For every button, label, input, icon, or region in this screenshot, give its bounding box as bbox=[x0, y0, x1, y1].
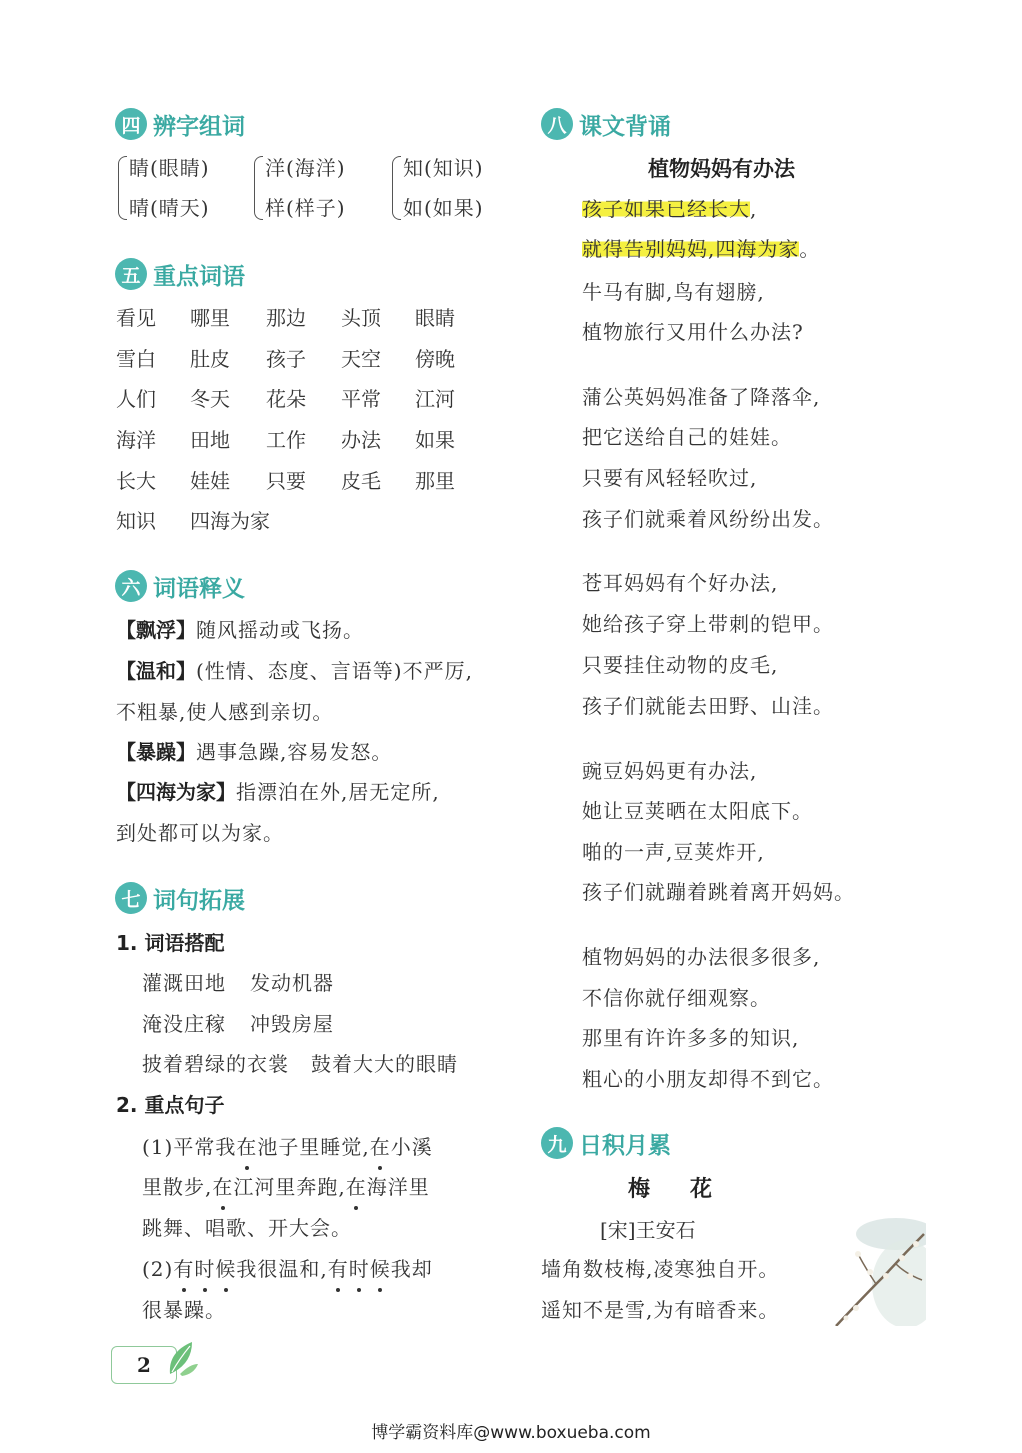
word-pair: 灌溉田地 bbox=[142, 971, 226, 995]
section-number-badge: 五 bbox=[115, 258, 147, 290]
section-heading-daily bbox=[541, 1125, 671, 1161]
bianzi-word: 晴(晴天) bbox=[129, 196, 210, 220]
definition-item bbox=[116, 732, 392, 772]
key-word: 海洋 bbox=[116, 428, 156, 452]
highlighted-text: 就得告别妈妈,四海为家 bbox=[582, 237, 800, 261]
key-word: 冬天 bbox=[190, 387, 230, 411]
key-word: 工作 bbox=[266, 428, 306, 452]
bianzi-word: 睛(眼睛) bbox=[129, 156, 210, 180]
subheading-word-pairs: 1. 词语搭配 bbox=[116, 931, 225, 955]
key-word: 那边 bbox=[266, 306, 306, 330]
bianzi-group-3 bbox=[392, 152, 484, 224]
emphasis-dot-char: 时 bbox=[194, 1249, 215, 1289]
word-pair: 鼓着大大的眼睛 bbox=[311, 1052, 458, 1076]
section-heading-extension bbox=[115, 880, 245, 916]
key-sentence-line bbox=[142, 1127, 433, 1167]
key-word: 天空 bbox=[341, 347, 381, 371]
poem-line: 不信你就仔细观察。 bbox=[582, 986, 771, 1010]
sentence-text: 江河里奔跑, bbox=[233, 1175, 346, 1199]
sentence-text: 我很温和, bbox=[236, 1257, 328, 1281]
key-word: 花朵 bbox=[266, 387, 306, 411]
definition-term: 【四海为家】 bbox=[116, 780, 236, 804]
word-pair-line bbox=[142, 963, 334, 1003]
sentence-text: (1)平常我 bbox=[142, 1135, 237, 1159]
key-word: 长大 bbox=[116, 469, 156, 493]
poem-line: 蒲公英妈妈准备了降落伞, bbox=[582, 385, 821, 409]
poem-line: 粗心的小朋友却得不到它。 bbox=[582, 1067, 834, 1091]
word-pair: 发动机器 bbox=[250, 971, 334, 995]
key-word: 知识 bbox=[116, 509, 156, 533]
emphasis-dot-char: 候 bbox=[215, 1249, 236, 1289]
section-number-badge: 六 bbox=[115, 570, 147, 602]
definition-text: 遇事急躁,容易发怒。 bbox=[196, 740, 393, 764]
page-number: 2 bbox=[111, 1346, 177, 1384]
key-sentence-line: 跳舞、唱歌、开大会。 bbox=[142, 1216, 352, 1240]
definition-term: 【温和】 bbox=[116, 659, 196, 683]
section-title: 辨字组词 bbox=[153, 113, 245, 140]
classical-poem-line: 墙角数枝梅,凌寒独自开。 bbox=[541, 1257, 780, 1281]
highlighted-text: 孩子如果已经长大 bbox=[582, 197, 750, 221]
poem-line: 只要挂住动物的皮毛, bbox=[582, 653, 779, 677]
key-sentence-line: 很暴躁。 bbox=[142, 1298, 226, 1322]
section-heading-key-words bbox=[115, 256, 245, 292]
poem-line: 啪的一声,豆荚炸开, bbox=[582, 840, 765, 864]
poem-line: 孩子们就乘着风纷纷出发。 bbox=[582, 507, 834, 531]
footer-watermark: 博学霸资料库@www.boxueba.com bbox=[371, 1423, 651, 1443]
brace-icon bbox=[118, 156, 127, 220]
poem-line: 那里有许许多多的知识, bbox=[582, 1026, 800, 1050]
key-word: 肚皮 bbox=[190, 347, 230, 371]
section-title: 重点词语 bbox=[153, 263, 245, 290]
classical-poem-title: 梅花 bbox=[628, 1177, 753, 1202]
definition-continuation: 不粗暴,使人感到亲切。 bbox=[116, 700, 334, 724]
poem-title: 植物妈妈有办法 bbox=[648, 157, 795, 181]
definition-text: 指漂泊在外,居无定所, bbox=[236, 780, 440, 804]
bianzi-group-1 bbox=[118, 152, 210, 224]
key-word: 四海为家 bbox=[190, 509, 270, 533]
poem-line: 牛马有脚,鸟有翅膀, bbox=[582, 280, 765, 304]
bianzi-word: 知(知识) bbox=[403, 156, 484, 180]
word-pair-line bbox=[142, 1044, 458, 1084]
poem-line-highlighted bbox=[582, 229, 820, 269]
key-word: 江河 bbox=[415, 387, 455, 411]
poem-line: 她给孩子穿上带刺的铠甲。 bbox=[582, 612, 834, 636]
sentence-text: 我却 bbox=[390, 1257, 433, 1281]
key-word: 那里 bbox=[415, 469, 455, 493]
definition-item bbox=[116, 610, 364, 650]
key-sentence-line bbox=[142, 1167, 430, 1207]
emphasis-dot-char: 时 bbox=[349, 1249, 370, 1289]
sentence-text: 里散步, bbox=[142, 1175, 213, 1199]
poem-line: 豌豆妈妈更有办法, bbox=[582, 759, 758, 783]
bianzi-group-2 bbox=[254, 152, 346, 224]
key-word: 人们 bbox=[116, 387, 156, 411]
section-title: 词语释义 bbox=[153, 575, 245, 602]
sentence-text: 海洋里 bbox=[366, 1175, 430, 1199]
word-pair-line bbox=[142, 1004, 334, 1044]
poem-line: 苍耳妈妈有个好办法, bbox=[582, 571, 779, 595]
emphasis-dot-char: 在 bbox=[346, 1167, 367, 1207]
poem-line: 把它送给自己的娃娃。 bbox=[582, 425, 792, 449]
sentence-text: 池子里睡觉, bbox=[257, 1135, 370, 1159]
punctuation: 。 bbox=[799, 237, 821, 261]
emphasis-dot-char: 有 bbox=[328, 1249, 349, 1289]
poem-line: 植物妈妈的办法很多很多, bbox=[582, 945, 821, 969]
section-number-badge: 八 bbox=[541, 108, 573, 140]
emphasis-dot-char: 有 bbox=[173, 1249, 194, 1289]
poem-line: 孩子们就蹦着跳着离开妈妈。 bbox=[582, 880, 855, 904]
bianzi-word: 洋(海洋) bbox=[265, 156, 346, 180]
section-number-badge: 九 bbox=[541, 1127, 573, 1159]
emphasis-dot-char: 在 bbox=[212, 1167, 233, 1207]
poem-line: 只要有风轻轻吹过, bbox=[582, 466, 758, 490]
section-title: 词句拓展 bbox=[153, 887, 245, 914]
brace-icon bbox=[254, 156, 263, 220]
word-pair: 冲毁房屋 bbox=[250, 1012, 334, 1036]
key-word: 娃娃 bbox=[190, 469, 230, 493]
brace-icon bbox=[392, 156, 401, 220]
definition-term: 【暴躁】 bbox=[116, 740, 196, 764]
key-word: 田地 bbox=[190, 428, 230, 452]
section-title: 日积月累 bbox=[579, 1132, 671, 1159]
sentence-text: 小溪 bbox=[390, 1135, 433, 1159]
poem-line-highlighted bbox=[582, 189, 757, 229]
definition-term: 【飘浮】 bbox=[116, 618, 196, 642]
key-word: 平常 bbox=[341, 387, 381, 411]
section-heading-recitation bbox=[541, 106, 671, 142]
key-word: 头顶 bbox=[341, 306, 381, 330]
section-number-badge: 七 bbox=[115, 882, 147, 914]
word-pair: 披着碧绿的衣裳 bbox=[142, 1052, 289, 1076]
key-word: 雪白 bbox=[116, 347, 156, 371]
definition-item bbox=[116, 651, 473, 691]
key-word: 哪里 bbox=[190, 306, 230, 330]
key-word: 如果 bbox=[415, 428, 455, 452]
definition-text: 随风摇动或飞扬。 bbox=[196, 618, 364, 642]
sentence-text: (2) bbox=[142, 1257, 174, 1281]
definition-continuation: 到处都可以为家。 bbox=[116, 821, 284, 845]
classical-poem-author: [宋]王安石 bbox=[600, 1218, 696, 1242]
leaf-icon bbox=[166, 1338, 200, 1378]
poem-line: 孩子们就能去田野、山洼。 bbox=[582, 694, 834, 718]
key-word: 皮毛 bbox=[341, 469, 381, 493]
definition-text: (性情、态度、言语等)不严厉, bbox=[196, 659, 473, 683]
key-word: 孩子 bbox=[266, 347, 306, 371]
poem-line: 植物旅行又用什么办法? bbox=[582, 320, 804, 344]
emphasis-dot-char: 候 bbox=[370, 1249, 391, 1289]
key-word: 只要 bbox=[266, 469, 306, 493]
subheading-key-sentences: 2. 重点句子 bbox=[116, 1093, 225, 1117]
key-sentence-line bbox=[142, 1249, 433, 1289]
section-heading-definitions bbox=[115, 568, 245, 604]
section-title: 课文背诵 bbox=[579, 113, 671, 140]
poem-line: 她让豆荚晒在太阳底下。 bbox=[582, 799, 813, 823]
word-pair: 淹没庄稼 bbox=[142, 1012, 226, 1036]
classical-poem-line: 遥知不是雪,为有暗香来。 bbox=[541, 1298, 780, 1322]
bianzi-word: 样(样子) bbox=[265, 196, 346, 220]
key-word: 傍晚 bbox=[415, 347, 455, 371]
bianzi-word: 如(如果) bbox=[403, 196, 484, 220]
key-word: 眼睛 bbox=[415, 306, 455, 330]
key-word: 看见 bbox=[116, 306, 156, 330]
section-heading-bianzi bbox=[115, 106, 245, 142]
punctuation: , bbox=[750, 197, 758, 221]
emphasis-dot-char: 在 bbox=[236, 1127, 257, 1167]
definition-item bbox=[116, 772, 440, 812]
section-number-badge: 四 bbox=[115, 108, 147, 140]
emphasis-dot-char: 在 bbox=[370, 1127, 391, 1167]
key-word: 办法 bbox=[341, 428, 381, 452]
plum-blossom-illustration bbox=[826, 1214, 926, 1326]
